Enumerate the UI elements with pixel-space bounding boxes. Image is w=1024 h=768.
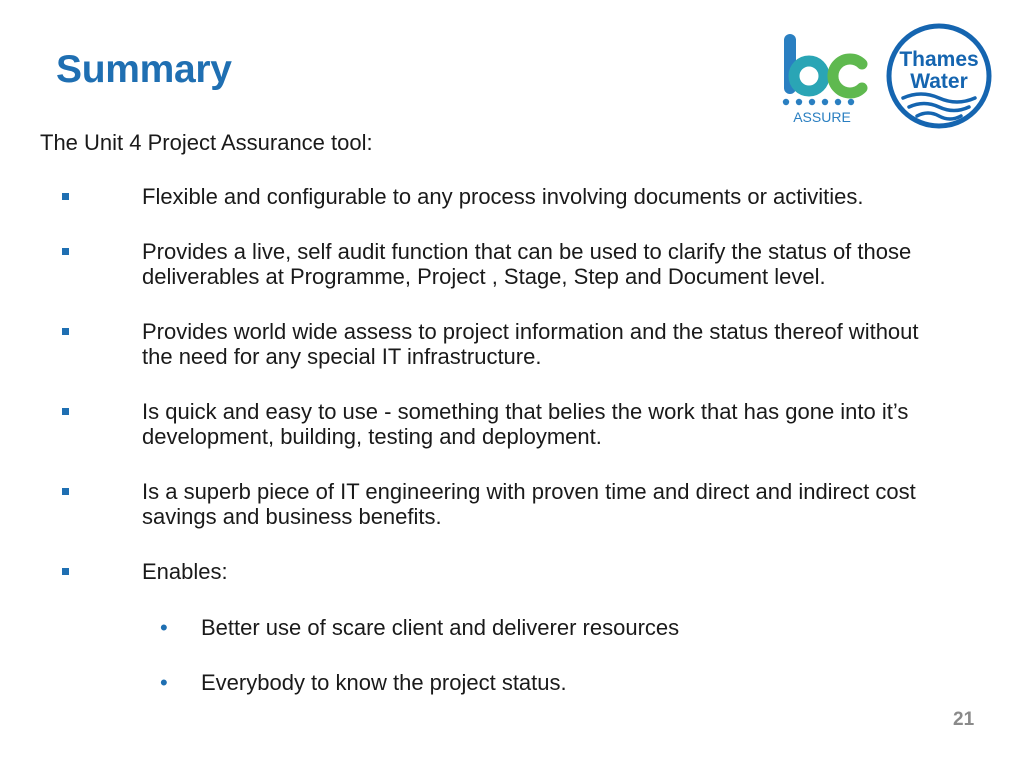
bc-letters-icon [784, 34, 862, 94]
bullet-item [0, 479, 942, 529]
square-bullet-icon [62, 568, 69, 575]
intro-text: The Unit 4 Project Assurance tool: [40, 130, 373, 155]
bullet-item-enables [0, 559, 942, 695]
bullet-item [0, 239, 942, 289]
bullet-text: Is quick and easy to use - something that belies the work that has gone into it’s development, building, testing and deployment. [142, 399, 909, 449]
thames-water-line2: Water [910, 70, 968, 93]
square-bullet-icon [62, 488, 69, 495]
bc-assure-logo [776, 30, 868, 126]
bullet-text: Provides a live, self audit function that can be used to clarify the status of those deliverables at Programme, Project , Stage, Step and Document level. [142, 239, 912, 289]
sub-bullet-item [0, 670, 942, 695]
thames-water-logo [885, 22, 993, 130]
square-bullet-icon [62, 408, 69, 415]
square-bullet-icon [62, 248, 69, 255]
sub-bullet-item [0, 615, 942, 640]
thames-water-line1: Thames [899, 48, 979, 71]
bullet-list [0, 184, 1024, 725]
sub-bullet-text: Everybody to know the project status. [201, 670, 567, 695]
bullet-item [0, 184, 942, 209]
sub-bullet-text: Better use of scare client and deliverer resources [201, 615, 680, 640]
bullet-text: Is a superb piece of IT engineering with proven time and direct and indirect cost savings and business benefits. [142, 479, 916, 529]
bullet-item [0, 399, 942, 449]
round-bullet-icon: • [160, 670, 168, 695]
square-bullet-icon [62, 193, 69, 200]
bullet-item [0, 319, 942, 369]
page-number: 21 [953, 709, 975, 730]
bullet-text: Enables: [142, 559, 228, 584]
bullet-text: Flexible and configurable to any process involving documents or activities. [142, 184, 864, 209]
round-bullet-icon: • [160, 615, 168, 640]
bc-dots-icon [783, 99, 854, 105]
bc-assure-caption: ASSURE [793, 109, 851, 125]
square-bullet-icon [62, 328, 69, 335]
bullet-text: Provides world wide assess to project information and the status thereof without the need for any special IT infrastructure. [142, 319, 919, 369]
slide-title: Summary [56, 48, 232, 91]
sub-bullet-list [142, 615, 942, 695]
